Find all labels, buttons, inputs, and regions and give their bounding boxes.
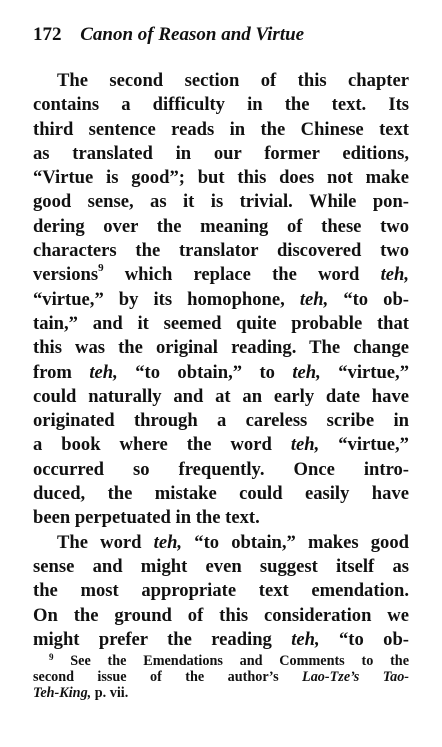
text-run: p. vii.	[91, 685, 129, 701]
text-line: third sentence reads in the Chinese text	[33, 118, 409, 140]
italic-term: teh,	[290, 434, 320, 456]
running-title: Canon of Reason and Virtue	[80, 24, 305, 45]
footnote	[33, 653, 409, 701]
text-line	[33, 361, 409, 385]
text-line: contains a difficulty in the text. Its	[33, 94, 409, 116]
text-line: On the ground of this consideration we	[33, 604, 409, 626]
text-run: The word	[57, 531, 154, 553]
text-run: “to obtain,” to	[117, 361, 293, 383]
italic-term: teh,	[380, 264, 409, 286]
text-run: might prefer the reading	[33, 628, 292, 650]
text-line: been perpetuated in the text.	[33, 507, 260, 529]
text-line: dering over the meaning of these two	[33, 215, 409, 237]
text-run: “virtue,” by its homophone,	[33, 288, 300, 310]
italic-title: Teh-King,	[33, 685, 92, 701]
text-run: “virtue,”	[320, 361, 409, 383]
page-number: 172	[33, 24, 62, 45]
text-run: “to obtain,” makes good	[182, 531, 409, 553]
text-line: The second section of this chapter	[57, 70, 409, 91]
text-line	[33, 531, 409, 555]
text-run: a book where the word	[33, 434, 291, 456]
italic-term: teh,	[299, 288, 329, 310]
text-line: originated through a careless scribe in	[33, 410, 409, 432]
paragraph-2	[33, 531, 409, 652]
italic-term: teh,	[153, 531, 183, 553]
footnote-marker: 9	[49, 652, 54, 662]
text-line	[33, 433, 409, 457]
text-line: could naturally and at an early date have	[33, 385, 409, 407]
text-line	[33, 628, 409, 652]
text-run: second issue of the author’s	[33, 669, 303, 685]
text-line: sense and might even suggest itself as	[33, 555, 409, 577]
italic-term: teh,	[291, 628, 320, 650]
text-line: occurred so frequently. Once intro-	[33, 458, 409, 480]
running-header	[33, 24, 304, 46]
paragraph-1	[33, 69, 409, 531]
italic-term: teh,	[89, 361, 118, 383]
text-run: from	[33, 361, 90, 383]
text-run: “to ob-	[328, 288, 409, 310]
text-run: which replace the word	[103, 264, 381, 286]
text-line: this was the original reading. The change	[33, 337, 409, 359]
italic-term: teh,	[292, 361, 321, 383]
text-line: characters the translator discovered two	[33, 240, 409, 262]
body-text	[33, 69, 409, 652]
text-line: good sense, as it is trivial. While pon-	[33, 191, 409, 213]
italic-title: Lao-Tze’s Tao-	[302, 669, 410, 685]
text-line	[33, 288, 409, 312]
text-line: “Virtue is good”; but this does not make	[33, 167, 409, 189]
text-line: the most appropriate text emendation.	[33, 580, 409, 602]
text-line: duced, the mistake could easily have	[33, 483, 409, 505]
text-run: See the Emendations and Comments to the	[53, 653, 409, 669]
text-line: as translated in our former editions,	[33, 142, 409, 164]
text-line	[33, 263, 409, 287]
footnote-line	[33, 685, 409, 701]
text-run: “virtue,”	[319, 434, 409, 456]
text-run: versions	[33, 264, 99, 286]
footnote-line	[33, 653, 409, 669]
text-line: tain,” and it seemed quite probable that	[33, 312, 409, 334]
text-run: “to ob-	[319, 628, 409, 650]
footnote-reference: 9	[98, 262, 104, 275]
footnote-line	[33, 669, 409, 685]
